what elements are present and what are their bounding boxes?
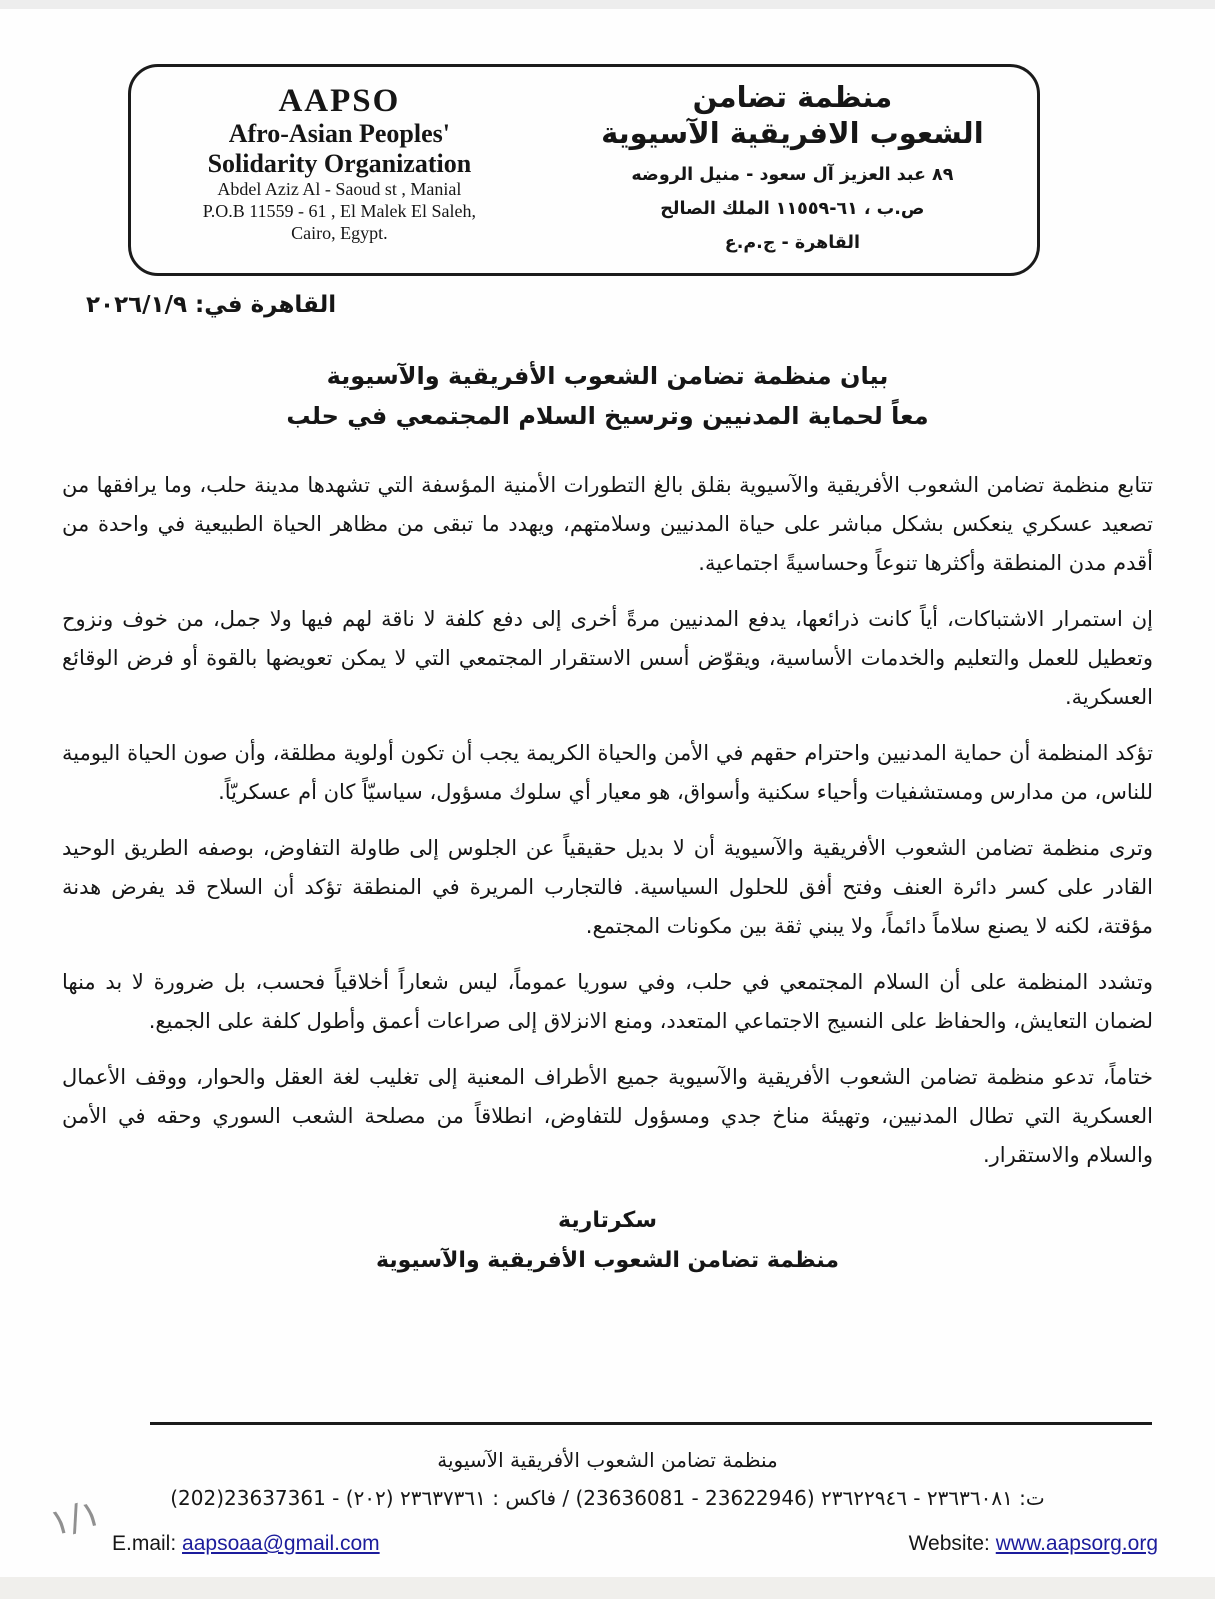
email-block (112, 1532, 380, 1556)
scan-edge-bottom (0, 1577, 1215, 1599)
email-label: E.mail: (112, 1532, 177, 1555)
signature-line2: منظمة تضامن الشعوب الأفريقية والآسيوية (376, 1248, 839, 1273)
scan-edge-top (0, 0, 1215, 9)
org-address-en-line3: Cairo, Egypt. (291, 222, 388, 243)
fax-numbers-arabic: / فاكس : ٢٣٦٣٧٣٦١ (٢٠٢) - (325, 1486, 576, 1510)
org-name-ar-line2: الشعوب الافريقية الآسيوية (601, 116, 984, 151)
statement-body (62, 466, 1153, 1281)
body-paragraph: تؤكد المنظمة أن حماية المدنيين واحترام حقهم في الأمن والحياة الكريمة يجب أن تكون أولوية مطلقة، وأن صون الحياة اليومية للناس، من مدارس ومستشفيات وأحياء سكنية وأسواق، هو معيار أي سلوك مسؤول، سياسيّاً كان أم عسكريّاً. (62, 741, 1153, 804)
phone-numbers-arabic: ت: ٢٣٦٣٦٠٨١ - ٢٣٦٢٢٩٤٦ (814, 1486, 1045, 1510)
website-link[interactable]: www.aapsorg.org (995, 1532, 1158, 1555)
page-number-marker: ١/١ (45, 1492, 106, 1545)
org-acronym: AAPSO (278, 83, 401, 119)
fax-number-latin: (202)23637361 (170, 1486, 326, 1510)
date-line: القاهرة في: ٢٠٢٦/١/٩ (86, 292, 337, 318)
body-paragraph: ختاماً، تدعو منظمة تضامن الشعوب الأفريقية والآسيوية جميع الأطراف المعنية إلى تغليب لغة العقل والحوار، ووقف الأعمال العسكرية التي تطال المدنيين، وتهيئة مناخ جدي ومسؤول للتفاوض، انطلاقاً من مصلحة الشعب السوري وحقه في الأمن والسلام والاستقرار. (62, 1065, 1153, 1167)
statement-title-line2: معاً لحماية المدنيين وترسيخ السلام المجتمعي في حلب (286, 402, 929, 430)
footer-contact-line (112, 1532, 1158, 1556)
footer-phone-line (0, 1486, 1215, 1510)
email-link[interactable]: aapsoaa@gmail.com (182, 1532, 380, 1555)
letterhead-arabic (548, 67, 1037, 273)
body-paragraph: وترى منظمة تضامن الشعوب الأفريقية والآسيوية أن لا بديل حقيقياً عن الجلوس إلى طاولة التفاوض، بوصفه الطريق الوحيد القادر على كسر دائرة العنف وفتح أفق للحلول السياسية. فالتجارب المريرة في المنطقة تؤكد أن السلاح قد يفرض هدنة مؤقتة، لكنه لا يصنع سلاماً دائماً، ولا يبني ثقة بين مكونات المجتمع. (62, 836, 1153, 938)
letterhead-english (131, 67, 548, 273)
org-name-en-line2: Solidarity Organization (207, 149, 472, 179)
statement-title-line1: بيان منظمة تضامن الشعوب الأفريقية والآسيوية (326, 362, 889, 390)
body-paragraph: إن استمرار الاشتباكات، أياً كانت ذرائعها، يدفع المدنيين مرةً أخرى إلى دفع كلفة لا ناقة لهم فيها ولا جمل، من خوف ونزوح وتعطيل للعمل والتعليم والخدمات الأساسية، ويقوّض أسس الاستقرار المجتمعي التي لا يمكن تعويضها بالقوة أو فرض الوقائع العسكرية. (62, 607, 1153, 709)
body-paragraph: وتشدد المنظمة على أن السلام المجتمعي في حلب، وفي سوريا عموماً، ليس شعاراً أخلاقياً فحسب، بل ضرورة لا بد منها لضمان التعايش، والحفاظ على النسيج الاجتماعي المتعدد، ومنع الانزلاق إلى صراعات أعمق وأطول كلفة على الجميع. (62, 970, 1153, 1033)
org-address-ar-line3: القاهرة - ج.م.ع (724, 232, 860, 253)
phone-numbers-latin: (23636081 - 23622946) (575, 1486, 815, 1510)
org-address-ar-line1: ٨٩ عبد العزيز آل سعود - منيل الروضه (631, 164, 954, 185)
org-address-ar-line2: ص.ب ، ٦١-١١٥٥٩ الملك الصالح (660, 198, 925, 219)
letterhead-box (128, 64, 1040, 276)
website-block (909, 1532, 1158, 1556)
website-label: Website: (908, 1532, 990, 1555)
org-address-en-line1: Abdel Aziz Al - Saoud st , Manial (217, 179, 462, 200)
body-paragraph: تتابع منظمة تضامن الشعوب الأفريقية والآسيوية بقلق بالغ التطورات الأمنية المؤسفة التي تشهدها مدينة حلب، وما يرافقها من تصعيد عسكري ينعكس بشكل مباشر على حياة المدنيين وسلامتهم، ويهدد ما تبقى من مظاهر الحياة الطبيعية في واحدة من أقدم مدن المنطقة وأكثرها تنوعاً وحساسيةً اجتماعية. (62, 473, 1153, 575)
signature-line1: سكرتارية (558, 1208, 657, 1233)
footer-divider (150, 1422, 1152, 1425)
org-address-en-line2: P.O.B 11559 - 61 , El Malek El Saleh, (202, 201, 477, 222)
signature-block (62, 1201, 1153, 1281)
footer-org-name: منظمة تضامن الشعوب الأفريقية الآسيوية (437, 1448, 778, 1472)
statement-title (0, 356, 1215, 436)
org-name-ar-line1: منظمة تضامن (692, 80, 893, 114)
org-name-en-line1: Afro-Asian Peoples' (228, 119, 450, 149)
